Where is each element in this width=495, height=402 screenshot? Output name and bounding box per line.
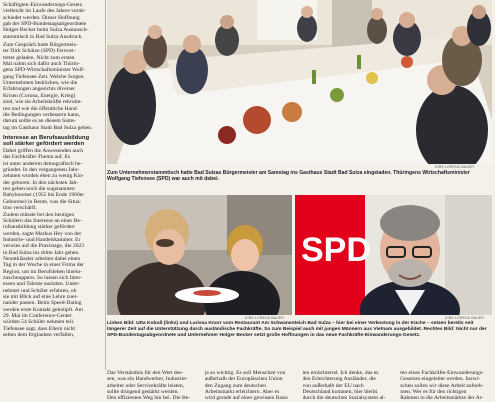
text-line: werden erste Kontakt geknüpft. Am (3, 306, 84, 313)
paragraph-demography (3, 148, 103, 211)
text-line: ist unter anderem demografisch be- (3, 160, 83, 167)
spd-sign-text: SPD (301, 231, 371, 269)
text-line: Mal nahm sich dafür auch Thürin- (3, 61, 80, 68)
bottom-column-4 (400, 370, 492, 400)
bottom-article-columns (107, 370, 492, 400)
text-line: Babyboomer (1955 bis Ende 1960er (3, 192, 85, 199)
text-line: nander passen. Beim Speed-Dating (3, 300, 82, 307)
text-line: die Bedingungen verbessern kann, (3, 111, 81, 118)
text-line: zuschnuppern. So lassen sich Inter- (3, 274, 82, 281)
text-line: Das Verständnis für den Wert des- (107, 370, 184, 376)
right-photo-credit: DIRK LORENZ-BAUER (445, 316, 485, 320)
kitchen-tasting-photo (107, 195, 292, 315)
text-line: vielleicht im Laufe des Jahres verab- (3, 8, 86, 15)
text-line: rufsausbildung stärker gefördert (3, 224, 75, 231)
text-line: Dabei griffen die Anwesenden auch (3, 148, 84, 155)
text-line: zehnten wurden eben zu wenig Kin- (3, 173, 84, 180)
text-line: nehmer und Schüler erfahren, ob (3, 287, 77, 294)
top-photo-credit: DIRK LORENZ-BAUER (435, 165, 475, 169)
text-line: 29. Mai im Conference-Center (3, 313, 72, 319)
text-line: sie mit Blick auf eine Lehre zuei- (3, 293, 78, 300)
text-line: Schülern das Interesse an einer Be- (3, 217, 82, 224)
bottom-column-2 (205, 370, 297, 400)
text-line: würden 54 Schüler nehmen teil. (3, 319, 75, 326)
top-photo-caption: Zum Unternehmerstammtisch hatte Bad Sulzas Bürgermeister am Samstag ins Gasthaus Stadt Bad Sulza eingeladen. Thüringens Wirtschaftsminister Wolfgang Tiefensee (SPD) war auch mit dabei. (107, 170, 470, 182)
text-line: Schäftigten-Einwanderungs-Gesetz (3, 2, 83, 8)
text-line: Den effizienten Weg hin bei. Die Be- (107, 395, 191, 402)
bottom-column-3 (303, 370, 395, 400)
text-line: von außerhalb der EU nach (302, 382, 364, 389)
text-line: Neuntklässler arbeiten dabei einen (3, 255, 81, 262)
text-line: Region, um im Berufsleben hinein- (3, 268, 83, 275)
restaurant-meeting-image (107, 0, 492, 164)
text-line: Gesetzes eingeleitet werden. Inzwi- (400, 376, 481, 383)
text-line: darum sollte es an diesem Sams- (3, 118, 77, 125)
text-line: Unternehmen bedrücken, wie die (3, 80, 78, 87)
text-line: den Zugang zum deutschen (204, 382, 267, 389)
text-line: selten dem Irrglauben verfallen, (3, 332, 75, 339)
text-line: Industrie- und Handelskammer. Er (3, 236, 81, 243)
column-divider (105, 0, 106, 370)
text-line: Geborene) in Rente, was die Situa- (3, 198, 82, 205)
text-line: tag im Gasthaus Stadt Bad Sulza gehen. (3, 124, 93, 131)
text-line: außerhalb der Europäischen Union (204, 376, 283, 383)
text-line: ter Dirk Schütze (SPD) Fernver- (3, 48, 76, 55)
text-line: ten eines Fachkräfte-Einwanderungs- (400, 370, 484, 376)
bottom-column-1 (107, 370, 199, 400)
holger-becker-image (295, 195, 492, 315)
text-line: Krisen (Corona, Energie, Krieg) (3, 92, 76, 99)
text-line: gründet. In den vergangenen Jahr- (3, 167, 80, 174)
text-line: sen, was ein Handwerker, Industrie- (107, 376, 188, 383)
text-line: arbeiter oder Servicekräfte leisten, (107, 382, 185, 389)
text-line: gens SPD-Wirtschaftsminister Wolf- (3, 67, 85, 74)
text-line: gab der SPD-Bundestagsabgeordnete (3, 21, 87, 28)
text-line: durch die deutschen Sozialsystem al- (302, 395, 386, 402)
text-line: der geboren. In den nächsten Jah- (3, 179, 79, 186)
text-line: stammtisch in Bad Sulza Ausdruck. (3, 33, 83, 40)
text-line: ren und wie die öffentliche Hand (3, 105, 77, 112)
text-line: tion verschärft. (3, 205, 37, 212)
subheading (3, 135, 103, 148)
text-line: essen und Talente ausloten. Unter- (3, 281, 80, 288)
text-line: Holger Becker beim Sulza Austausch- (3, 27, 89, 34)
text-line: sollte dringend gestärkt werden. (107, 389, 179, 396)
text-line: sind, wie sie Arbeitskräfte rekrutie- (3, 99, 83, 106)
paragraph-meeting (3, 42, 103, 131)
heading-line: Interesse an Berufsausbildung (3, 134, 90, 141)
text-line: Arbeitsmarkt erleichtern. Aber es (204, 389, 280, 396)
text-line: Tiefensee sagt, dass Eltern nicht (3, 325, 76, 332)
text-line: men. Wer es für den richtigen (400, 389, 467, 396)
text-line: das Fachkräfte-Thema auf. Es (3, 154, 71, 161)
text-line: schen sollen wir diese Arbeit aufneh- (400, 382, 484, 389)
text-line: in Bad Sulza ins dritte Jahr gehen. (3, 249, 80, 256)
text-line: Tag in der Woche in einer Firma der (3, 262, 84, 269)
text-line: Erfahrungen angesichts diverser (3, 86, 76, 93)
paragraph-training (3, 212, 103, 339)
text-line: verwies auf die Praxistage, die 2023 (3, 243, 85, 250)
text-line: Deutschland kommen, hier bleibt. (302, 389, 379, 396)
text-line: ja so wichtig. Es soll Menschen von (204, 370, 286, 376)
left-photo-credit: DIRK LORENZ-BAUER (245, 316, 285, 320)
kitchen-tasting-image (107, 195, 292, 315)
restaurant-meeting-photo (107, 0, 492, 164)
paragraph-intro (3, 2, 103, 40)
text-line: werden, sagte Markus Hey von der (3, 230, 82, 237)
text-line: Zudem müsste bei den heutigen (3, 211, 75, 218)
text-line: Rahmen in die Arbeitsmärkte der Ar- (400, 395, 484, 402)
text-line: wird gerade auf einer gewissen Basis (204, 395, 288, 402)
text-line: treter geladen. Nicht zum ersten (3, 54, 75, 61)
holger-becker-photo (295, 195, 492, 315)
text-line: Zum Gespräch hatte Bürgermeis- (3, 42, 78, 49)
text-line: den Erleichterung Ausländer, die (302, 376, 376, 383)
heading-line: soll stärker gefördert werden (3, 141, 85, 148)
left-article-column (3, 2, 103, 338)
text-line: schiedet werden. Dieser Hoffnung (3, 14, 80, 21)
text-line: gang Tiefensee Zeit. Welche Sorgen (3, 73, 84, 80)
bottom-photo-caption: Linkes Bild: Utta Kobuß (links) und Larissa Knorr vom Restaurant Am Schwanenteich Bad Sulza – hier bei einer Verkostung in der Küche – setzen bereits seit längerer Zeit auf die Unterstützung durch ausländische Fachkräfte. So zum Beispiel auch mit jungen Männern aus Vietnam ausgebildet. Rechtes Bild: Nicht nur der SPD-Bundestagsabgeordnete und Unternehmer Holger Becker setzt große Hoffnungen in das neue Fachkräfte-Einwanderungs-Gesetz. (107, 321, 487, 338)
text-line: ten ernüchternd. Ich denke, das es (302, 370, 379, 376)
text-line: ren gehen noch die sogenannten (3, 186, 75, 193)
